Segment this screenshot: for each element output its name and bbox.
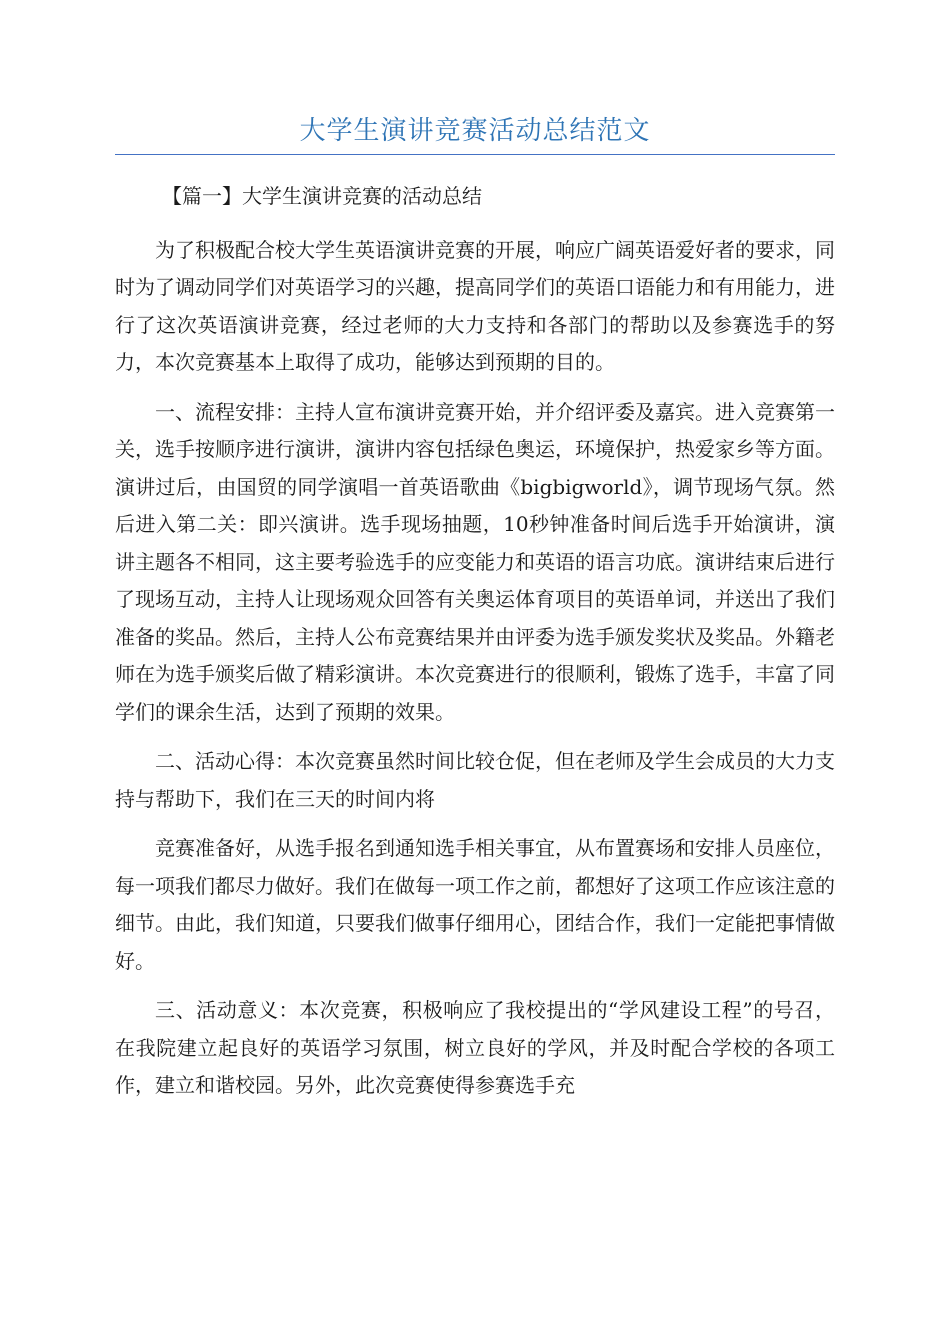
section-heading: 【篇一】大学生演讲竞赛的活动总结 — [162, 184, 482, 208]
document-title: 大学生演讲竞赛活动总结范文 — [299, 116, 651, 146]
paragraph-experience-continued: 竞赛准备好，从选手报名到通知选手相关事宜，从布置赛场和安排人员座位，每一项我们都尽力做好。我们在做每一项工作之前，都想好了这项工作应该注意的细节。由此，我们知道，只要我们做事仔细用心，团结合作，我们一定能把事情做好。 — [115, 836, 835, 973]
paragraph-significance: 三、活动意义：本次竞赛，积极响应了我校提出的“学风建设工程”的号召，在我院建立起良好的英语学习氛围，树立良好的学风，并及时配合学校的各项工作，建立和谐校园。另外，此次竞赛使得参赛选手充 — [115, 998, 835, 1097]
paragraph-experience: 二、活动心得：本次竞赛虽然时间比较仓促，但在老师及学生会成员的大力支持与帮助下，我们在三天的时间内将 — [115, 749, 835, 811]
title-underline — [115, 154, 835, 155]
paragraph-process: 一、流程安排：主持人宣布演讲竞赛开始，并介绍评委及嘉宾。进入竞赛第一关，选手按顺序进行演讲，演讲内容包括绿色奥运，环境保护，热爱家乡等方面。演讲过后，由国贸的同学演唱一首英语歌曲《bigbigworld》，调节现场气氛。然后进入第二关：即兴演讲。选手现场抽题，10秒钟准备时间后选手开始演讲，演讲主题各不相同，这主要考验选手的应变能力和英语的语言功底。演讲结束后进行了现场互动，主持人让现场观众回答有关奥运体育项目的英语单词，并送出了我们准备的奖品。然后，主持人公布竞赛结果并由评委为选手颁发奖状及奖品。外籍老师在为选手颁奖后做了精彩演讲。本次竞赛进行的很顺利，锻炼了选手，丰富了同学们的课余生活，达到了预期的效果。 — [115, 399, 835, 724]
document-body — [115, 178, 835, 1117]
paragraph-intro: 为了积极配合校大学生英语演讲竞赛的开展，响应广阔英语爱好者的要求，同时为了调动同学们对英语学习的兴趣，提高同学们的英语口语能力和有用能力，进行了这次英语演讲竞赛，经过老师的大力支持和各部门的帮助以及参赛选手的努力，本次竞赛基本上取得了成功，能够达到预期的目的。 — [115, 237, 835, 374]
